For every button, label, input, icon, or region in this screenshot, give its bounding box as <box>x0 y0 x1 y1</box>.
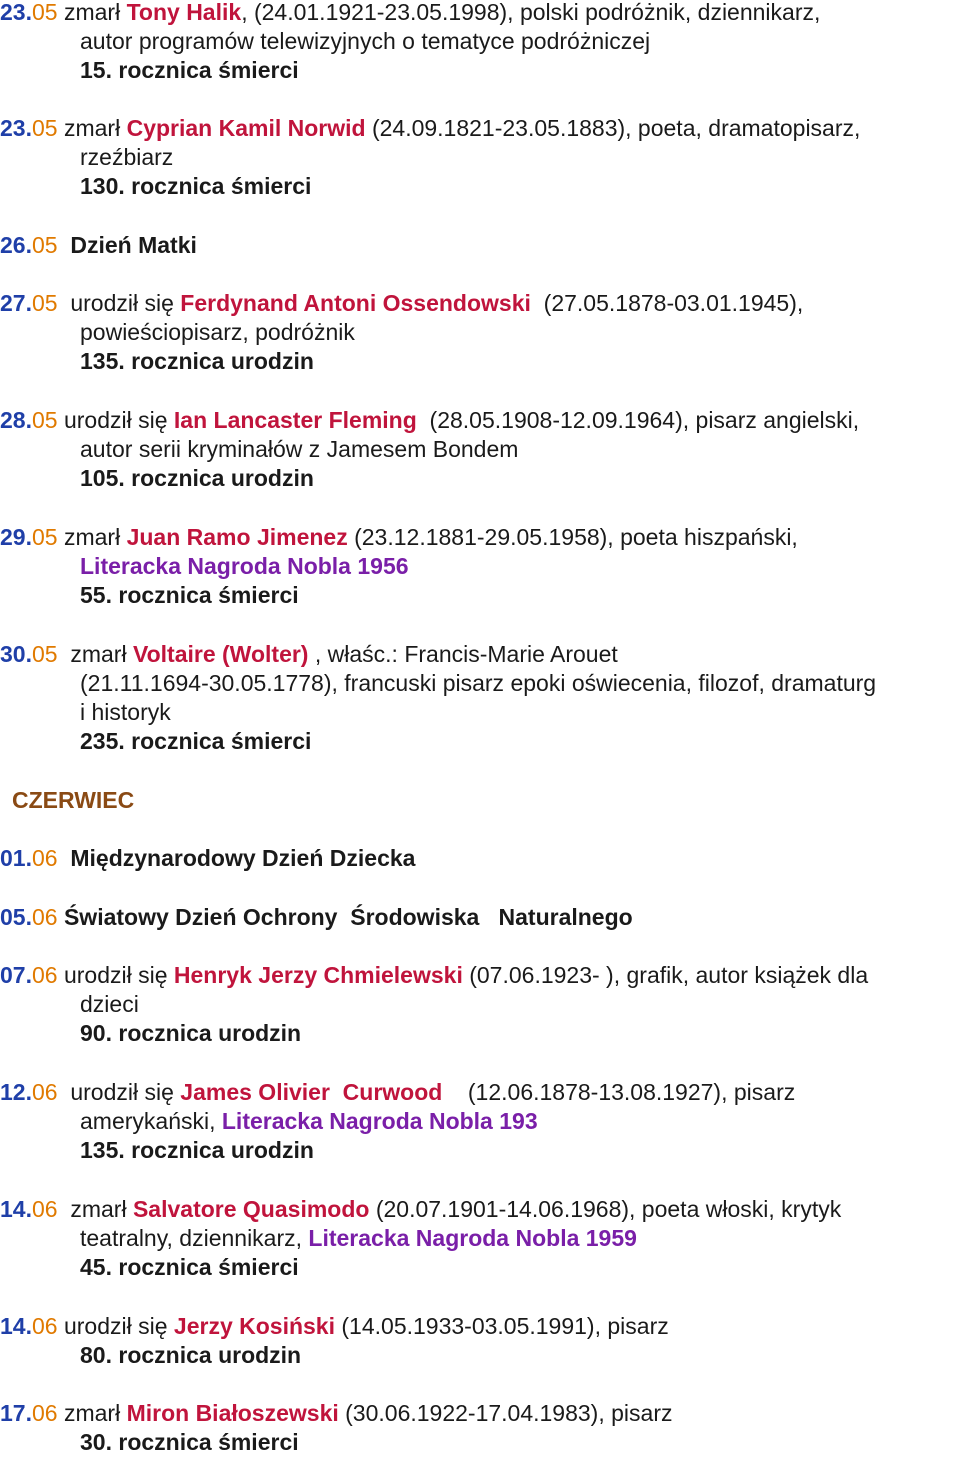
date-month: 06 <box>31 962 58 988</box>
entry-line <box>0 231 197 260</box>
entry-text: (14.05.1933-03.05.1991), pisarz <box>335 1313 669 1339</box>
date-day: 14. <box>0 1313 32 1339</box>
entry-text: (27.05.1878-03.01.1945), <box>530 290 804 316</box>
entry-text: (28.05.1908-12.09.1964), pisarz angielski, <box>416 407 860 433</box>
person-name: Tony Halik <box>126 0 242 25</box>
entry-text: (12.06.1878-13.08.1927), pisarz <box>442 1079 796 1105</box>
anniversary: 55. rocznica śmierci <box>80 582 299 608</box>
date-day: 01. <box>0 845 32 871</box>
date-month: 05 <box>31 232 58 258</box>
date-month: 05 <box>31 115 58 141</box>
person-name: Voltaire (Wolter) <box>132 641 309 667</box>
entry-line <box>80 1224 637 1253</box>
anniversary: 30. rocznica śmierci <box>80 1429 299 1455</box>
entry-text: zmarł <box>57 1196 133 1222</box>
date-day: 23. <box>0 0 32 25</box>
date-day: 17. <box>0 1400 32 1426</box>
entry-text: , (24.01.1921-23.05.1998), polski podróżnik, dziennikarz, <box>241 0 821 25</box>
anniversary: 105. rocznica urodzin <box>80 465 314 491</box>
entry-text: autor serii kryminałów z Jamesem Bondem <box>80 436 519 462</box>
person-name: Miron Białoszewski <box>126 1400 339 1426</box>
person-name: Ferdynand Antoni Ossendowski <box>180 290 531 316</box>
date-month: 06 <box>31 904 58 930</box>
person-name: Henryk Jerzy Chmielewski <box>173 962 463 988</box>
date-day: 27. <box>0 290 32 316</box>
person-name: Salvatore Quasimodo <box>132 1196 370 1222</box>
anniversary: 235. rocznica śmierci <box>80 728 312 754</box>
month-heading: CZERWIEC <box>12 787 135 813</box>
date-day: 30. <box>0 641 32 667</box>
entry-text: (20.07.1901-14.06.1968), poeta włoski, krytyk <box>369 1196 842 1222</box>
anniversary: 45. rocznica śmierci <box>80 1254 299 1280</box>
entry-text: (30.06.1922-17.04.1983), pisarz <box>338 1400 673 1426</box>
entry-line <box>0 289 803 318</box>
date-day: 05. <box>0 904 32 930</box>
entry-text: urodził się <box>57 407 174 433</box>
entry-text: zmarł <box>57 0 127 25</box>
anniversary: 135. rocznica urodzin <box>80 1137 314 1163</box>
entry-line <box>0 523 798 552</box>
holiday-name: Dzień Matki <box>57 232 197 258</box>
entry-text: (24.09.1821-23.05.1883), poeta, dramatopisarz, <box>365 115 861 141</box>
anniversary: 90. rocznica urodzin <box>80 1020 302 1046</box>
entry-text: rzeźbiarz <box>80 144 174 170</box>
entry-line <box>0 1399 672 1428</box>
entry-line <box>0 0 820 27</box>
person-name: Jerzy Kosiński <box>173 1313 335 1339</box>
entry-line <box>0 903 633 932</box>
anniversary: 15. rocznica śmierci <box>80 57 299 83</box>
entry-text: autor programów telewizyjnych o tematyce podróżniczej <box>80 28 651 54</box>
nobel-prize: Literacka Nagroda Nobla 1956 <box>80 553 409 579</box>
date-month: 06 <box>31 845 58 871</box>
entry-text: zmarł <box>57 115 127 141</box>
date-day: 07. <box>0 962 32 988</box>
entry-text: dzieci <box>80 991 139 1017</box>
entry-line <box>0 1195 841 1224</box>
entry-text: urodził się <box>57 290 181 316</box>
entry-text: zmarł <box>57 641 133 667</box>
holiday-name: Światowy Dzień Ochrony Środowiska Naturalnego <box>57 904 633 930</box>
date-day: 12. <box>0 1079 32 1105</box>
date-month: 05 <box>31 407 58 433</box>
date-month: 05 <box>31 641 58 667</box>
date-month: 05 <box>31 290 58 316</box>
date-day: 28. <box>0 407 32 433</box>
anniversary: 80. rocznica urodzin <box>80 1342 302 1368</box>
entry-line <box>0 406 859 435</box>
entry-line <box>0 844 415 873</box>
person-name: Cyprian Kamil Norwid <box>126 115 366 141</box>
date-month: 06 <box>31 1313 58 1339</box>
entry-text: urodził się <box>57 1313 174 1339</box>
entry-text: urodził się <box>57 1079 181 1105</box>
date-month: 05 <box>31 524 58 550</box>
nobel-prize: Literacka Nagroda Nobla 193 <box>221 1108 538 1134</box>
date-day: 26. <box>0 232 32 258</box>
entry-text: (23.12.1881-29.05.1958), poeta hiszpański, <box>347 524 798 550</box>
entry-line <box>0 1312 669 1341</box>
entry-text: i historyk <box>80 699 171 725</box>
date-month: 05 <box>31 0 58 25</box>
date-month: 06 <box>31 1079 58 1105</box>
anniversary: 135. rocznica urodzin <box>80 348 314 374</box>
person-name: Ian Lancaster Fleming <box>173 407 417 433</box>
entry-text: , właśc.: Francis-Marie Arouet <box>308 641 618 667</box>
date-day: 23. <box>0 115 32 141</box>
date-month: 06 <box>31 1196 58 1222</box>
entry-line <box>0 114 860 143</box>
person-name: James Olivier Curwood <box>180 1079 443 1105</box>
entry-text: (07.06.1923- ), grafik, autor książek dla <box>462 962 869 988</box>
entry-text: zmarł <box>57 524 127 550</box>
date-month: 06 <box>31 1400 58 1426</box>
person-name: Juan Ramo Jimenez <box>126 524 348 550</box>
entry-line <box>0 961 868 990</box>
entry-line <box>80 1107 538 1136</box>
entry-text: (21.11.1694-30.05.1778), francuski pisarz epoki oświecenia, filozof, dramaturg <box>80 670 877 696</box>
entry-text: amerykański, <box>80 1108 222 1134</box>
entry-line <box>0 640 618 669</box>
anniversary: 130. rocznica śmierci <box>80 173 312 199</box>
entry-text: teatralny, dziennikarz, <box>80 1225 309 1251</box>
entry-text: urodził się <box>57 962 174 988</box>
entry-text: zmarł <box>57 1400 127 1426</box>
entry-text: powieściopisarz, podróżnik <box>80 319 355 345</box>
holiday-name: Międzynarodowy Dzień Dziecka <box>57 845 416 871</box>
date-day: 14. <box>0 1196 32 1222</box>
entry-line <box>0 1078 795 1107</box>
nobel-prize: Literacka Nagroda Nobla 1959 <box>308 1225 637 1251</box>
date-day: 29. <box>0 524 32 550</box>
